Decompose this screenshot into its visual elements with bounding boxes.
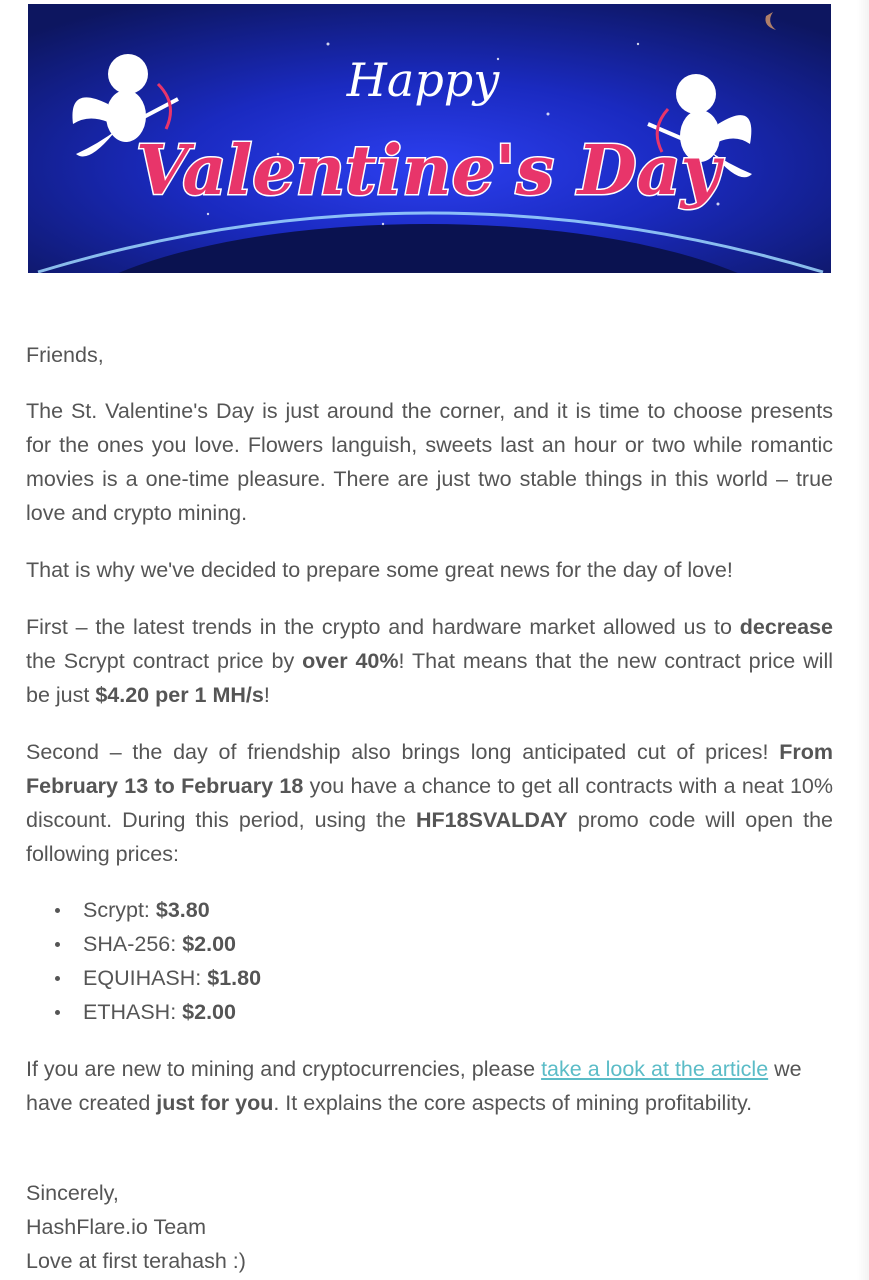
page-edge-shadow (857, 0, 869, 1280)
text-segment: Second – the day of friendship also brings long anticipated cut of prices! (26, 740, 780, 764)
price-list (26, 893, 833, 1029)
list-item (26, 961, 833, 995)
bold-date-range: From February 13 to February 18 (26, 740, 833, 798)
paragraph-price-decrease (26, 610, 833, 712)
text-segment: ! (263, 683, 270, 707)
bold-percent: over 40% (302, 649, 399, 673)
signoff-sincerely: Sincerely, (26, 1181, 119, 1205)
bullet-icon (55, 908, 60, 913)
bullet-icon (55, 976, 60, 981)
text-segment: If you are new to mining and cryptocurrencies, please (26, 1057, 542, 1081)
text-segment: you have a chance to get all contracts with a neat 10% discount. During this period, using the (26, 774, 833, 832)
price-label: ETHASH: (83, 1000, 183, 1024)
price-value: $1.80 (207, 966, 262, 990)
price-label: Scrypt: (83, 898, 156, 922)
bold-decrease: decrease (739, 615, 833, 639)
text-segment: the Scrypt contract price by (26, 649, 303, 673)
list-item (26, 927, 833, 961)
list-item (26, 893, 833, 927)
list-item (26, 995, 833, 1029)
price-value: $2.00 (182, 1000, 236, 1024)
banner-valentines-text: Valentine's Day (135, 131, 721, 211)
paragraph-intro: The St. Valentine's Day is just around the corner, and it is time to choose presents for the ones you love. Flowers languish, sweets last an hour or two while romantic movies is a one-time pleasure. There are just two stable things in this world – true love and crypto mining. (26, 399, 833, 525)
greeting: Friends, (26, 343, 104, 367)
bullet-icon (55, 1010, 60, 1015)
bold-new-price: $4.20 per 1 MH/s (95, 683, 264, 707)
paragraph-discount (26, 735, 833, 871)
bullet-icon (55, 942, 60, 947)
text-segment: ! That means that the new contract price will be just (26, 649, 833, 707)
promo-code: HF18SVALDAY (416, 808, 568, 832)
banner-happy-text: Happy (346, 53, 500, 107)
article-link[interactable]: take a look at the article (541, 1057, 769, 1081)
text-segment: promo code will open the following prices: (26, 808, 833, 866)
email-body (26, 338, 833, 1278)
bold-just-for-you: just for you (156, 1091, 274, 1115)
text-segment: First – the latest trends in the crypto and hardware market allowed us to (26, 615, 740, 639)
price-label: EQUIHASH: (83, 966, 208, 990)
valentines-banner (28, 4, 831, 273)
paragraph-news: That is why we've decided to prepare some great news for the day of love! (26, 558, 733, 582)
text-segment: . It explains the core aspects of mining profitability. (273, 1091, 753, 1115)
paragraph-article (26, 1052, 833, 1120)
text-segment: we have created (26, 1057, 802, 1115)
price-value: $2.00 (182, 932, 236, 956)
price-label: SHA-256: (83, 932, 183, 956)
signoff-tagline: Love at first terahash :) (26, 1249, 246, 1273)
price-value: $3.80 (155, 898, 210, 922)
signoff-team: HashFlare.io Team (26, 1215, 207, 1239)
